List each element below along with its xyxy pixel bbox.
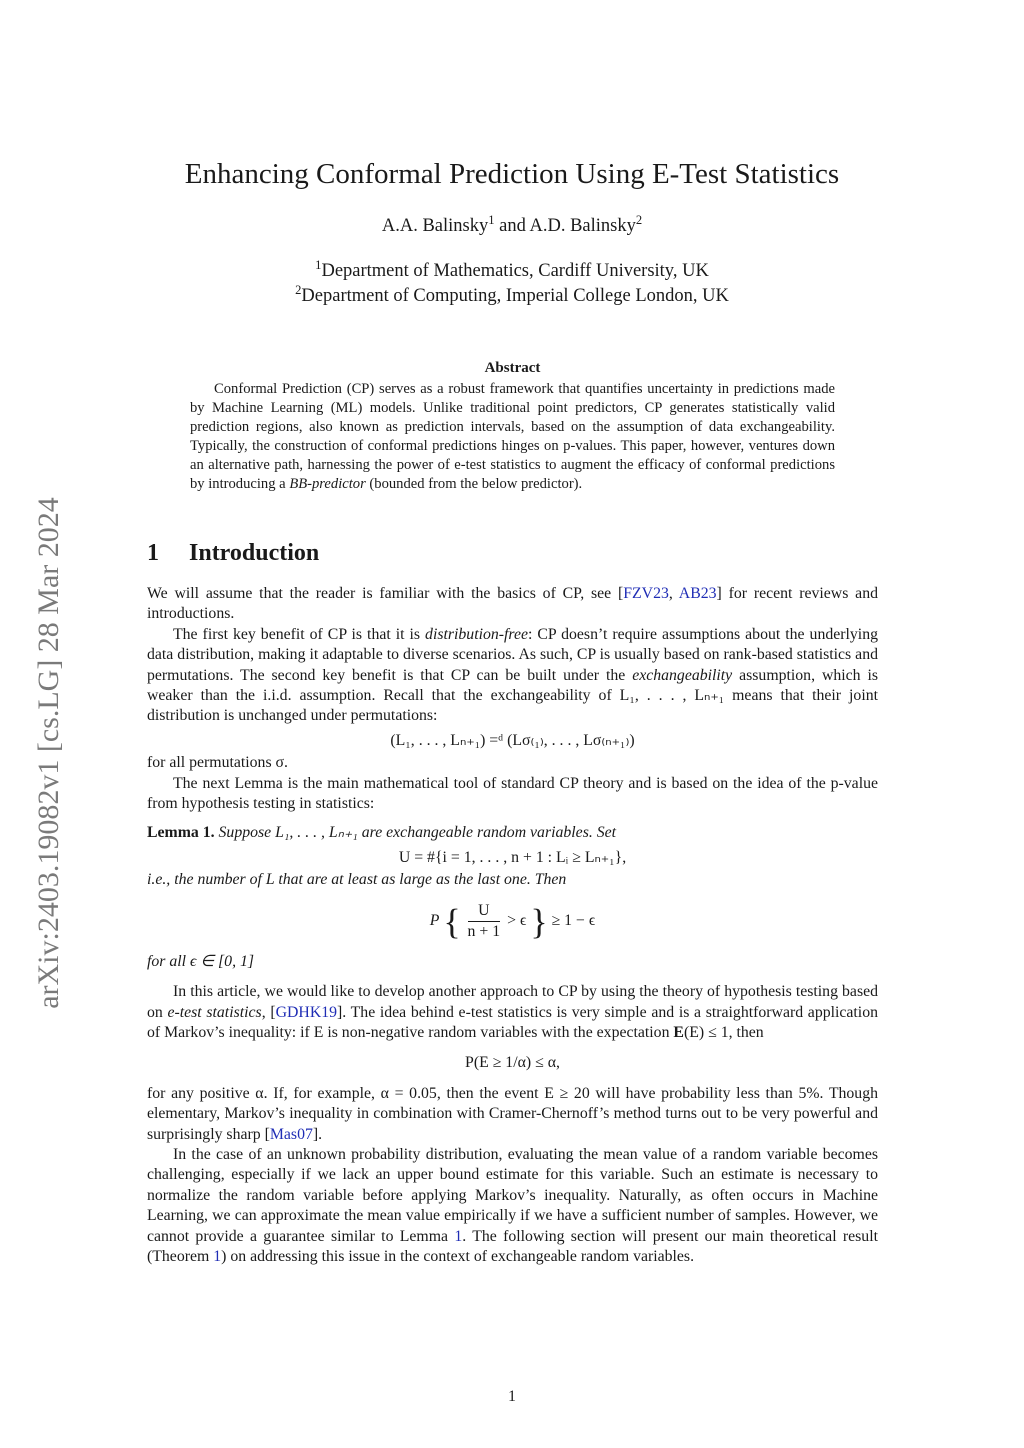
- equation-probability: [147, 901, 878, 942]
- paragraph-7: [147, 1145, 878, 1267]
- eq-bound: ≥ 1 − ϵ: [551, 911, 596, 929]
- author-1: A.A. Balinsky: [381, 216, 489, 236]
- arxiv-stamp: [17, 448, 81, 1058]
- affiliation-2-text: Department of Computing, Imperial College London, UK: [301, 286, 729, 306]
- equation-u: U = #{i = 1, . . . , n + 1 : Lᵢ ≥ Lₙ₊₁},: [398, 848, 627, 866]
- text-run: . The following section will present our main theoretical result (Theorem: [147, 1227, 878, 1265]
- section-heading: [147, 540, 319, 567]
- paragraph-4: The next Lemma is the main mathematical tool of standard CP theory and is based on the idea of the p-value from hypothesis testing in statistics:: [147, 774, 878, 813]
- citation-link-gdhk19[interactable]: GDHK19: [275, 1003, 338, 1021]
- text-run: ].: [312, 1125, 323, 1143]
- paragraph-6: [147, 1084, 878, 1145]
- lemma-1: [147, 823, 878, 843]
- author-2: A.D. Balinsky: [529, 216, 636, 236]
- fraction: [468, 901, 501, 942]
- abstract-term: BB-predictor: [289, 476, 366, 492]
- lemma-label: Lemma 1.: [147, 824, 215, 842]
- text-run: In this article, we would like to develop another approach to CP by using the theory of hypothesis testing based on: [147, 983, 878, 1021]
- text-run: ) on addressing this issue in the context of exchangeable random variables.: [221, 1247, 695, 1265]
- affiliation-2: [110, 284, 914, 309]
- fraction-denominator: n + 1: [467, 922, 501, 940]
- paragraph-1: [147, 584, 878, 625]
- paper-title: Enhancing Conformal Prediction Using E-Test Statistics: [184, 158, 840, 190]
- abstract-heading: Abstract: [484, 360, 541, 376]
- abstract-tail: (bounded from the below predictor).: [365, 476, 583, 492]
- text-run: ]. The idea behind e-test statistics is very simple and is a straightforward application of Markov’s inequality: if E is non-negative random variables with the expectation: [147, 1003, 878, 1041]
- citation-link-fzv23[interactable]: FZV23: [623, 585, 669, 602]
- fraction-numerator: U: [468, 901, 501, 922]
- emphasis-term: exchangeability: [632, 666, 733, 684]
- equation-exchangeability: (L₁, . . . , Lₙ₊₁) =ᵈ (Lσ₍₁₎, . . . , Lσ₍ₙ₊₁₎): [390, 731, 635, 749]
- ref-link-theorem-1[interactable]: 1: [213, 1247, 222, 1265]
- author-1-affil-mark: 1: [488, 213, 495, 228]
- affiliations: [110, 259, 914, 309]
- lemma-ie: i.e., the number of L that are at least as large as the last one. Then: [147, 871, 567, 889]
- author-list: [110, 213, 914, 237]
- eq-inequality: > ϵ: [507, 911, 527, 929]
- paragraph-3: for all permutations σ.: [147, 754, 288, 772]
- abstract-body: [190, 380, 835, 494]
- text-run: , [: [261, 1003, 276, 1021]
- text-run: for any positive α. If, for example, α = 0.05, then the event E ≥ 20 will have probability less than 5%. Though elementary, Markov’s inequality in combination with Cramer-Chernoff’s method turns out to be very powerful and surprisingly sharp [: [147, 1084, 878, 1143]
- paragraph-5: [147, 982, 878, 1043]
- text-run: ,: [668, 585, 679, 602]
- author-joiner: and: [494, 216, 530, 236]
- text-run: : CP doesn’t require assumptions about the underlying data distribution, making it adaptable to diverse scenarios. As such, CP is usually based on rank-based statistics and permutations. The second key benefit is that CP can be built under the: [147, 625, 878, 684]
- left-brace: {: [443, 901, 461, 942]
- text-run: In the case of an unknown probability distribution, evaluating the mean value of a random variable becomes challenging, especially if we lack an upper bound estimate for this variable. Such an estimate is necessary to normalize the random variable before applying Markov’s inequality. Naturally, as often occurs in Machine Learning, we can approximate the mean value empirically if we have a sufficient number of samples. However, we cannot provide a guarantee similar to Lemma: [147, 1145, 878, 1245]
- lemma-statement: Suppose L₁, . . . , Lₙ₊₁ are exchangeable random variables. Set: [218, 824, 617, 842]
- author-2-affil-mark: 2: [635, 213, 643, 228]
- affiliation-1-text: Department of Mathematics, Cardiff University, UK: [321, 261, 709, 281]
- paragraph-2: [147, 625, 878, 727]
- arxiv-stamp-text: arXiv:2403.19082v1 [cs.LG] 28 Mar 2024: [32, 497, 65, 1009]
- emphasis-term: e-test statistics: [167, 1003, 262, 1021]
- citation-link-mas07[interactable]: Mas07: [269, 1125, 313, 1143]
- affiliation-1-mark: 1: [315, 258, 322, 273]
- section-title: Introduction: [189, 540, 320, 566]
- body-text: [147, 584, 878, 1267]
- text-run: We will assume that the reader is familiar with the basics of CP, see [: [147, 585, 624, 602]
- citation-link-ab23[interactable]: AB23: [678, 585, 717, 602]
- lemma-forall: for all ϵ ∈ [0, 1]: [147, 952, 255, 970]
- text-run: ] for recent reviews and introductions.: [147, 585, 878, 623]
- eq-p-symbol: P: [429, 911, 440, 929]
- ref-link-lemma-1[interactable]: 1: [454, 1227, 463, 1245]
- equation-markov: P(E ≥ 1/α) ≤ α,: [465, 1054, 560, 1072]
- text-run: The first key benefit of CP is that it is: [173, 625, 426, 643]
- section-number: 1: [147, 540, 159, 566]
- page-number: 1: [508, 1388, 516, 1405]
- text-run: assumption, which is weaker than the i.i.d. assumption. Recall that the exchangeability of L₁, . . . , Lₙ₊₁ means that their joint distribution is unchanged under permutations:: [147, 666, 879, 725]
- right-brace: }: [530, 901, 548, 942]
- affiliation-2-mark: 2: [295, 283, 302, 298]
- expectation-symbol: E: [673, 1023, 684, 1041]
- affiliation-1: [110, 259, 914, 284]
- text-run: (E) ≤ 1, then: [683, 1023, 764, 1041]
- emphasis-term: distribution-free: [425, 625, 529, 643]
- abstract-text: Conformal Prediction (CP) serves as a robust framework that quantifies uncertainty in predictions made by Machine Learning (ML) models. Unlike traditional point predictors, CP generates statistically valid prediction regions, also known as prediction intervals, based on the assumption of data exchangeability. Typically, the construction of conformal predictions hinges on p-values. This paper, however, ventures down an alternative path, harnessing the power of e-test statistics to augment the efficacy of conformal predictions by introducing a: [190, 381, 835, 492]
